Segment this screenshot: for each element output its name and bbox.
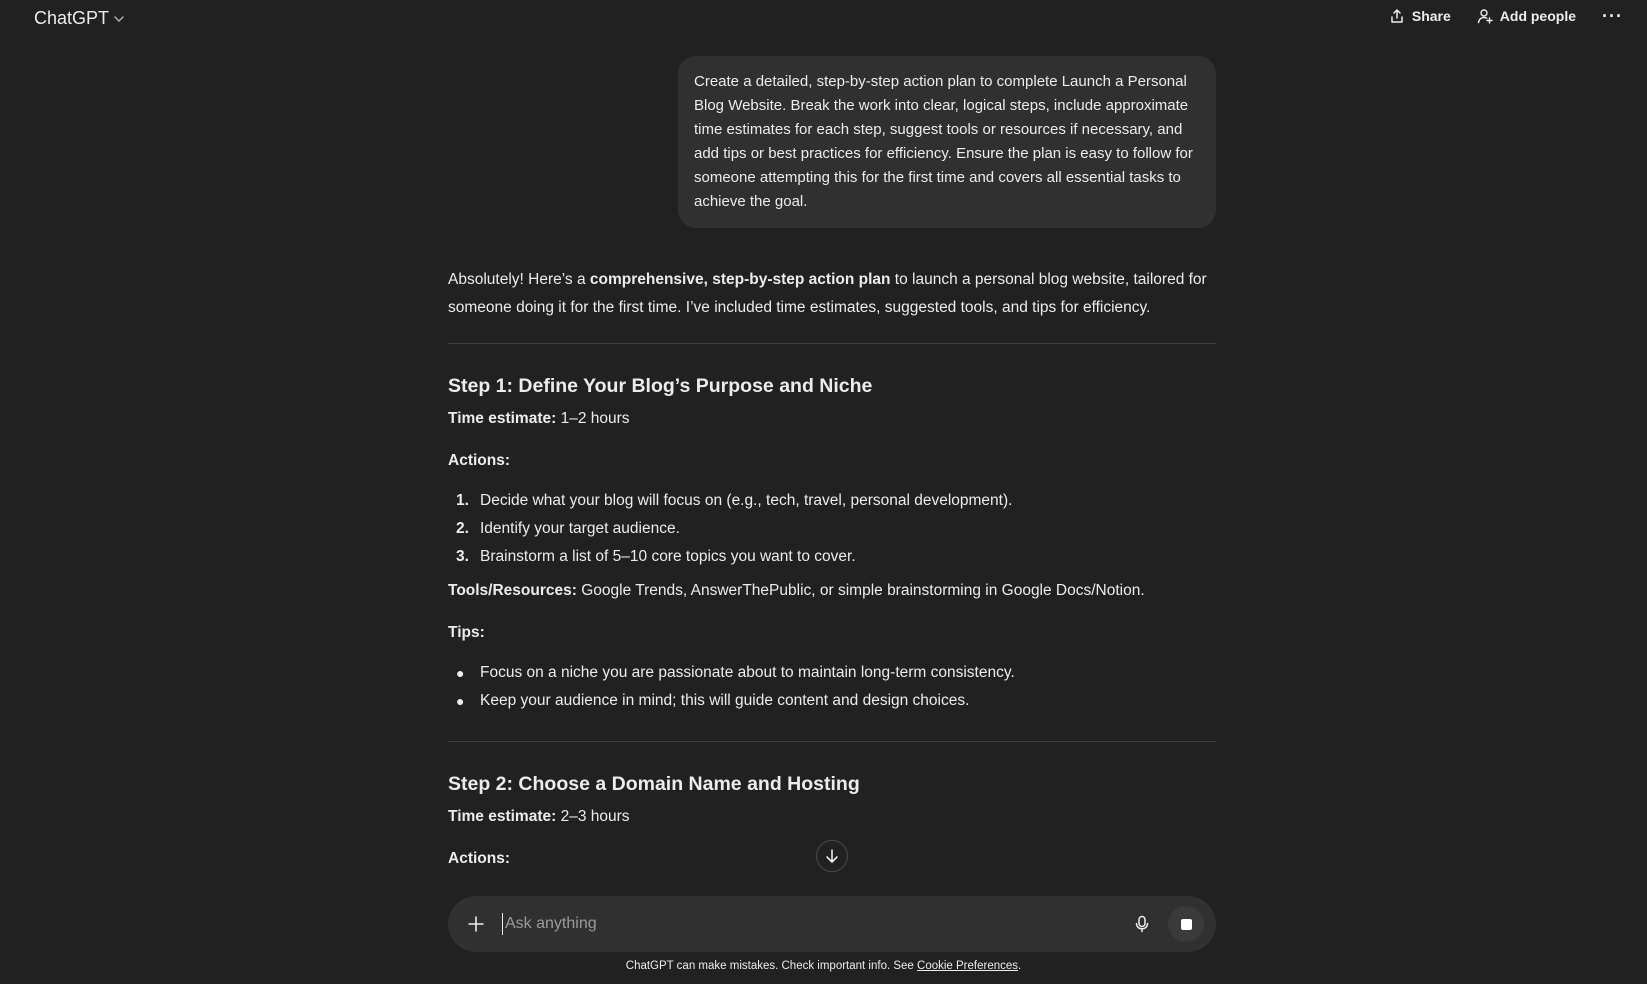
assistant-message xyxy=(448,266,1216,871)
tools-value: Google Trends, AnswerThePublic, or simple brainstorming in Google Docs/Notion. xyxy=(576,582,1145,599)
prompt-input[interactable] xyxy=(502,913,1130,935)
list-number: 1. xyxy=(456,492,469,509)
time-label: Time estimate: xyxy=(448,410,557,427)
tips-label: Tips: xyxy=(448,624,485,641)
add-people-label: Add people xyxy=(1499,8,1577,24)
actions-label: Actions: xyxy=(448,850,510,867)
list-number: 3. xyxy=(456,548,469,565)
step1-title: Step 1: Define Your Blog’s Purpose and Niche xyxy=(448,375,873,397)
disclaimer-footer xyxy=(0,960,1647,972)
divider xyxy=(448,741,1216,742)
add-people-button[interactable] xyxy=(1477,8,1576,24)
arrow-down-icon xyxy=(824,848,840,864)
microphone-icon xyxy=(1133,915,1151,933)
list-text: Identify your target audience. xyxy=(480,520,680,537)
disclaimer-end: . xyxy=(1018,960,1022,972)
more-options-button[interactable]: ··· xyxy=(1602,6,1623,26)
intro-suffix: to launch a personal blog website, tailored for someone doing it for the first time. I’ve included time estimates, suggested tools, and tips for efficiency. xyxy=(448,271,1207,316)
disclaimer-text: ChatGPT can make mistakes. Check important info. See xyxy=(625,960,918,972)
model-name: ChatGPT xyxy=(34,8,110,28)
step2-time-estimate xyxy=(448,805,1216,829)
top-bar xyxy=(0,0,1647,38)
step1-time-estimate xyxy=(448,407,1216,431)
dictate-button[interactable] xyxy=(1130,912,1154,936)
add-attachment-button[interactable] xyxy=(464,912,488,936)
share-label: Share xyxy=(1411,8,1451,24)
tools-label: Tools/Resources: xyxy=(448,582,577,599)
list-number: 2. xyxy=(456,520,469,537)
list-text: Keep your audience in mind; this will guide content and design choices. xyxy=(480,692,970,709)
time-value: 1–2 hours xyxy=(556,410,630,427)
list-text: Focus on a niche you are passionate about to maintain long-term consistency. xyxy=(480,664,1015,681)
list-item xyxy=(448,687,1216,715)
top-actions xyxy=(1389,8,1623,24)
scroll-to-bottom-button[interactable] xyxy=(816,840,848,872)
step2-title: Step 2: Choose a Domain Name and Hosting xyxy=(448,773,860,795)
bullet-icon: ● xyxy=(456,693,465,709)
list-text: Decide what your blog will focus on (e.g., tech, travel, personal development). xyxy=(480,492,1013,509)
user-message-bubble: Create a detailed, step-by-step action plan to complete Launch a Personal Blog Website. Break the work into clear, logical steps, include approximate time estimates for each step, suggest tools or resources if necessary, and add tips or best practices for efficiency. Ensure the plan is easy to follow for someone attempting this for the first time and covers all essential tasks to achieve the goal. xyxy=(678,56,1216,228)
intro-prefix: Absolutely! Here’s a xyxy=(448,271,590,288)
list-item xyxy=(448,515,1216,543)
list-text: Brainstorm a list of 5–10 core topics you want to cover. xyxy=(480,548,856,565)
cookie-preferences-link[interactable]: Cookie Preferences xyxy=(917,960,1019,972)
model-picker[interactable] xyxy=(34,8,125,29)
add-person-icon xyxy=(1477,8,1493,24)
intro-bold: comprehensive, step-by-step action plan xyxy=(589,271,891,288)
list-item xyxy=(448,543,1216,571)
step1-tips-label xyxy=(448,621,1216,645)
time-value: 2–3 hours xyxy=(556,808,630,825)
step1-actions-label xyxy=(448,449,1216,473)
chevron-down-icon xyxy=(113,13,125,25)
stop-icon xyxy=(1181,919,1192,930)
plus-icon xyxy=(467,915,485,933)
share-icon xyxy=(1389,8,1405,24)
stop-generating-button[interactable] xyxy=(1168,906,1204,942)
bullet-icon: ● xyxy=(456,665,465,681)
time-label: Time estimate: xyxy=(448,808,557,825)
answer-intro xyxy=(448,266,1216,322)
step1-tips-list xyxy=(448,659,1216,715)
composer xyxy=(448,896,1216,952)
list-item xyxy=(448,659,1216,687)
step1-actions-list xyxy=(448,487,1216,571)
divider xyxy=(448,343,1216,344)
share-button[interactable] xyxy=(1389,8,1451,24)
actions-label: Actions: xyxy=(448,452,510,469)
list-item xyxy=(448,487,1216,515)
step1-tools xyxy=(448,579,1216,603)
